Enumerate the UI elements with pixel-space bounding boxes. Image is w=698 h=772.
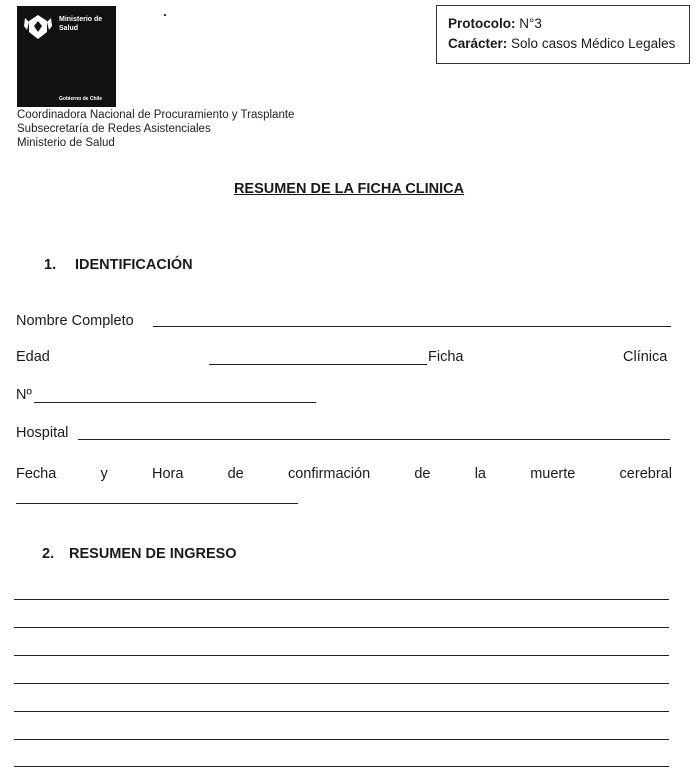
- protocol-label: Protocolo:: [448, 16, 516, 31]
- org-line: Subsecretaría de Redes Asistenciales: [17, 123, 211, 135]
- character-label: Carácter:: [448, 36, 508, 51]
- protocol-value: N°3: [519, 16, 542, 31]
- fecha-word: confirmación: [287, 466, 371, 482]
- edad-field[interactable]: [209, 364, 427, 365]
- edad-label: Edad: [16, 349, 50, 365]
- fecha-word: de: [227, 466, 244, 482]
- section2-number: 2.: [42, 546, 55, 562]
- fecha-word: muerte: [530, 466, 576, 482]
- protocol-line: [448, 14, 689, 34]
- numero-label: Nº: [16, 387, 32, 403]
- fecha-word: la: [474, 466, 486, 482]
- coat-of-arms-icon: [23, 12, 53, 42]
- ingreso-line[interactable]: [14, 683, 669, 684]
- fecha-word: cerebral: [619, 466, 672, 482]
- character-value: Solo casos Médico Legales: [511, 36, 676, 51]
- ficha-numero-field[interactable]: [34, 402, 316, 403]
- fecha-label-row: [16, 466, 672, 482]
- fecha-word: y: [100, 466, 108, 482]
- ingreso-line[interactable]: [14, 655, 669, 656]
- section1-number: 1.: [44, 257, 57, 273]
- fecha-word: Hora: [151, 466, 184, 482]
- logo-text: Ministerio de Salud: [59, 16, 103, 32]
- logo-footer: Gobierno de Chile: [59, 96, 103, 102]
- ingreso-line[interactable]: [14, 627, 669, 628]
- fecha-word: de: [414, 466, 431, 482]
- nombre-field[interactable]: [153, 326, 671, 327]
- hospital-field[interactable]: [78, 439, 670, 440]
- ingreso-line[interactable]: [14, 599, 669, 600]
- speck: [164, 14, 166, 16]
- ingreso-line[interactable]: [14, 739, 669, 740]
- fecha-word: Fecha: [16, 466, 57, 482]
- org-line: Coordinadora Nacional de Procuramiento y Trasplante: [17, 109, 295, 121]
- section1-heading: IDENTIFICACIÓN: [75, 257, 193, 273]
- protocol-box: [436, 5, 690, 64]
- nombre-label: Nombre Completo: [16, 313, 134, 329]
- ficha-label: Ficha: [428, 349, 464, 365]
- document-title: RESUMEN DE LA FICHA CLINICA: [233, 181, 465, 197]
- ingreso-line[interactable]: [14, 711, 669, 712]
- character-line: [448, 34, 689, 54]
- ingreso-line[interactable]: [14, 766, 669, 767]
- clinica-label: Clínica: [623, 349, 668, 365]
- section2-heading: RESUMEN DE INGRESO: [69, 546, 237, 562]
- organization-block: [17, 108, 294, 150]
- hospital-label: Hospital: [16, 425, 69, 441]
- fecha-hora-field[interactable]: [16, 503, 298, 504]
- ministry-logo: [17, 6, 116, 107]
- org-line: Ministerio de Salud: [17, 137, 115, 149]
